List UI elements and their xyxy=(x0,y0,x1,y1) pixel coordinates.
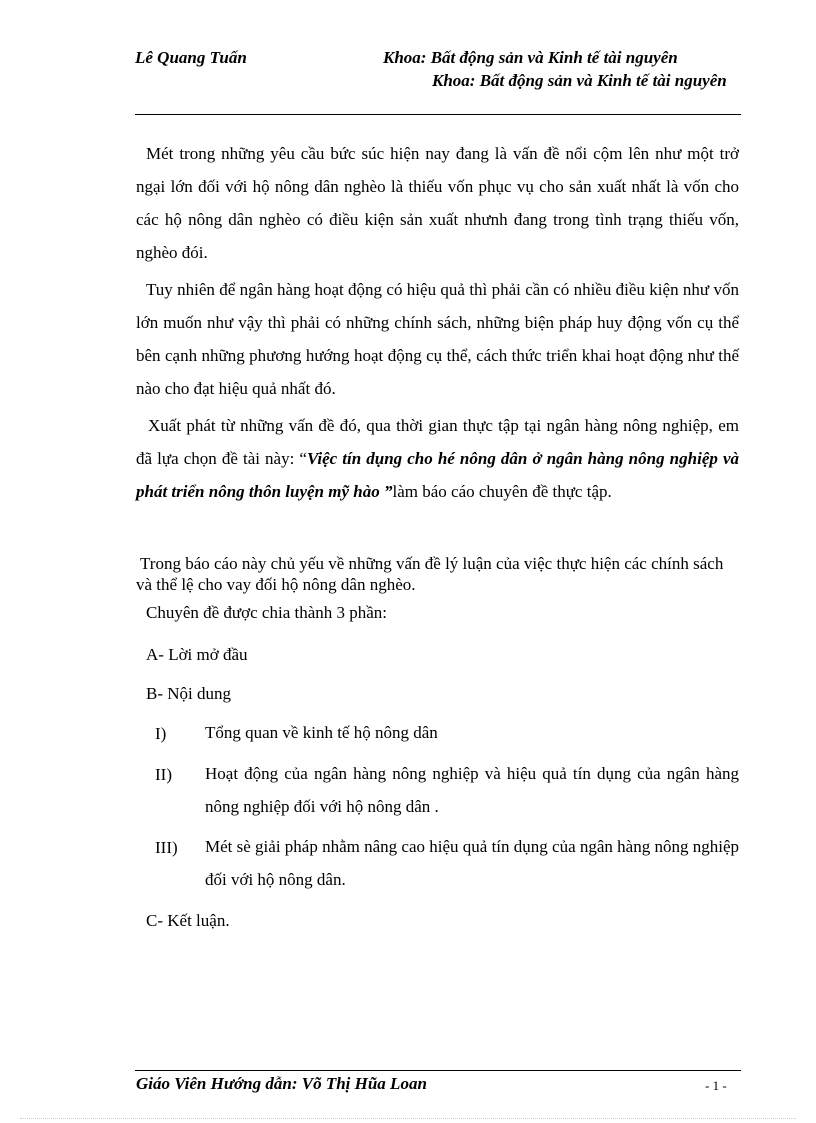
footer-advisor: Giáo Viên Hướng dẫn: Võ Thị Hũa Loan xyxy=(136,1074,427,1093)
list-item-text: Tổng quan về kinh tế hộ nông dân xyxy=(205,723,438,742)
paragraph-5: Chuyên đề được chia thành 3 phần: xyxy=(146,603,388,622)
header-rule xyxy=(135,114,741,115)
list-item-text: Hoạt động của ngân hàng nông nghiệp và hiệu quả tín dụng của ngân hàng nông nghiệp đối với hộ nông dân . xyxy=(205,764,739,816)
list-item-number: II) xyxy=(155,765,172,784)
thesis-title: Việc tín dụng cho hé nông dân ở ngân hàng nông nghiệp và phát triển nông thôn luyện mỹ hào ” xyxy=(136,449,739,501)
page-edge-divider xyxy=(20,1118,796,1119)
header-department: Khoa: Bất động sản và Kinh tế tài nguyên xyxy=(383,48,678,67)
page-header xyxy=(135,48,741,114)
paragraph-3-outro: làm báo cáo chuyên đề thực tập. xyxy=(392,482,612,501)
list-item-text: Mét sè giải pháp nhằm nâng cao hiệu quả tín dụng của ngân hàng nông nghiệp đối với hộ nông dân. xyxy=(205,837,739,889)
header-author: Lê Quang Tuấn xyxy=(135,48,247,67)
section-b: B- Nội dung xyxy=(146,684,231,703)
list-item-number: I) xyxy=(155,724,167,743)
paragraph-2: Tuy nhiên để ngân hàng hoạt động có hiệu quả thì phải cần có nhiều điều kiện như vốn lớn muốn như vậy thì phải có những chính sách, những biện pháp huy động vốn cụ thể bên cạnh những phương hướng hoạt động cụ thể, cách thức triển khai hoạt động như thế nào cho đạt hiệu quả nhất đó. xyxy=(136,280,739,398)
page-number: - 1 - xyxy=(705,1078,727,1093)
paragraph-4: Trong báo cáo này chủ yếu về những vấn đề lý luận của việc thực hiện các chính sách và thể lệ cho vay đối hộ nông dân nghèo. xyxy=(136,554,724,594)
footer-rule xyxy=(135,1070,741,1071)
list-item-number: III) xyxy=(155,838,178,857)
header-department-repeat: Khoa: Bất động sản và Kinh tế tài nguyên xyxy=(432,71,727,90)
section-c: C- Kết luận. xyxy=(146,911,230,930)
paragraph-1: Mét trong những yêu cầu bức súc hiện nay đang là vấn đề nổi cộm lên như một trở ngại lớn đối với hộ nông dân nghèo là thiếu vốn phục vụ cho sản xuất nhất là vốn cho các hộ nông dân nghèo có điều kiện sản xuất nhưnh đang trong tình trạng thiếu vốn, nghèo đói. xyxy=(136,144,739,262)
paragraph-3 xyxy=(136,409,739,508)
section-a: A- Lời mở đầu xyxy=(146,645,248,664)
paragraph-3-intro: Xuất phát từ những vấn đề đó, qua thời gian thực tập tại ngân hàng nông nghiệp, em đã lựa chọn đề tài này: “ xyxy=(136,416,739,468)
